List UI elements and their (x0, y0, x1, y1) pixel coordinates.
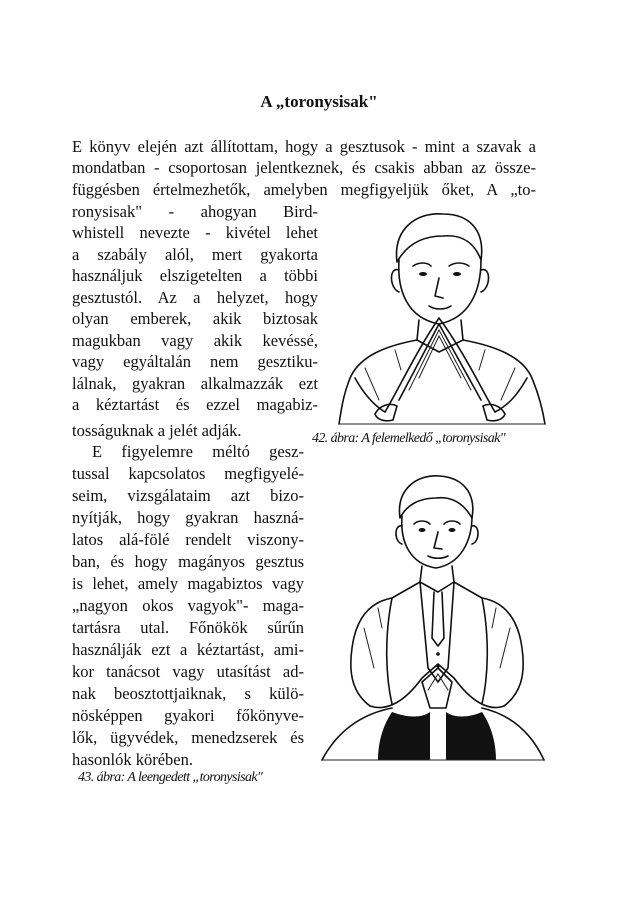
text-line: lálnak, gyakran alkalmazzák ezt (72, 374, 318, 393)
text-line: E figyelemre méltó gesz- (92, 442, 304, 461)
page-title: A „toronysisak" (260, 92, 378, 111)
text-line: nyítják, hogy gyakran haszná- (72, 508, 304, 527)
text-line: olyan emberek, akik biztosak (72, 309, 318, 328)
text-line: tartásra utal. Főnökök sűrűn (72, 618, 304, 637)
text-line: függésben értelmezhetők, amelyben megfigyeljük őket, A „to- (72, 180, 536, 199)
text-line: whistell nevezte - kivétel lehet (72, 223, 318, 242)
figure-lowered-steeple-illustration (318, 468, 548, 763)
text-line: magukban vagy akik kevéssé, (72, 331, 318, 350)
text-line: mondatban - csoportosan jelentkeznek, és csakis abban az össze- (72, 158, 536, 177)
text-line: latos alá-fölé rendelt viszony- (72, 530, 304, 549)
text-line: seim, vizsgálataim azt bizo- (72, 486, 304, 505)
text-line: „nagyon okos vagyok"- maga- (72, 596, 304, 615)
text-line: tussal kapcsolatos megfigyelé- (72, 464, 304, 483)
figure-raised-steeple-illustration (335, 200, 550, 425)
text-line: a szabály alól, mert gyakorta (72, 245, 318, 264)
text-line: használjuk elszigetelten a többi (72, 266, 318, 285)
text-line: nösképpen gyakori főkönyve- (72, 706, 304, 725)
text-line: ban, és hogy magányos gesztus (72, 552, 304, 571)
figure-42-caption: 42. ábra: A felemelkedő „toronysisak" (312, 431, 506, 446)
text-line: is lehet, amely magabiztos vagy (72, 574, 304, 593)
text-line: hasonlók körében. (72, 750, 193, 769)
text-line: kor tanácsot vagy utasítást ad- (72, 662, 304, 681)
text-line: a kéztartást és ezzel magabiz- (72, 395, 318, 414)
text-line: vagy egyáltalán nem gesztiku- (72, 352, 318, 371)
text-line: ronysisak" - ahogyan Bird- (72, 202, 318, 221)
text-line: lők, ügyvédek, menedzserek és (72, 728, 304, 747)
text-line: nak beosztottjaiknak, s külö- (72, 684, 304, 703)
figure-43-caption: 43. ábra: A leengedett „toronysisak" (78, 770, 263, 785)
text-line: tosságuknak a jelét adják. (72, 421, 242, 440)
text-line: gesztustól. Az a helyzet, hogy (72, 288, 318, 307)
text-line: E könyv elején azt állítottam, hogy a gesztusok - mint a szavak a (72, 137, 536, 156)
text-line: használják ezt a kéztartást, ami- (72, 640, 304, 659)
